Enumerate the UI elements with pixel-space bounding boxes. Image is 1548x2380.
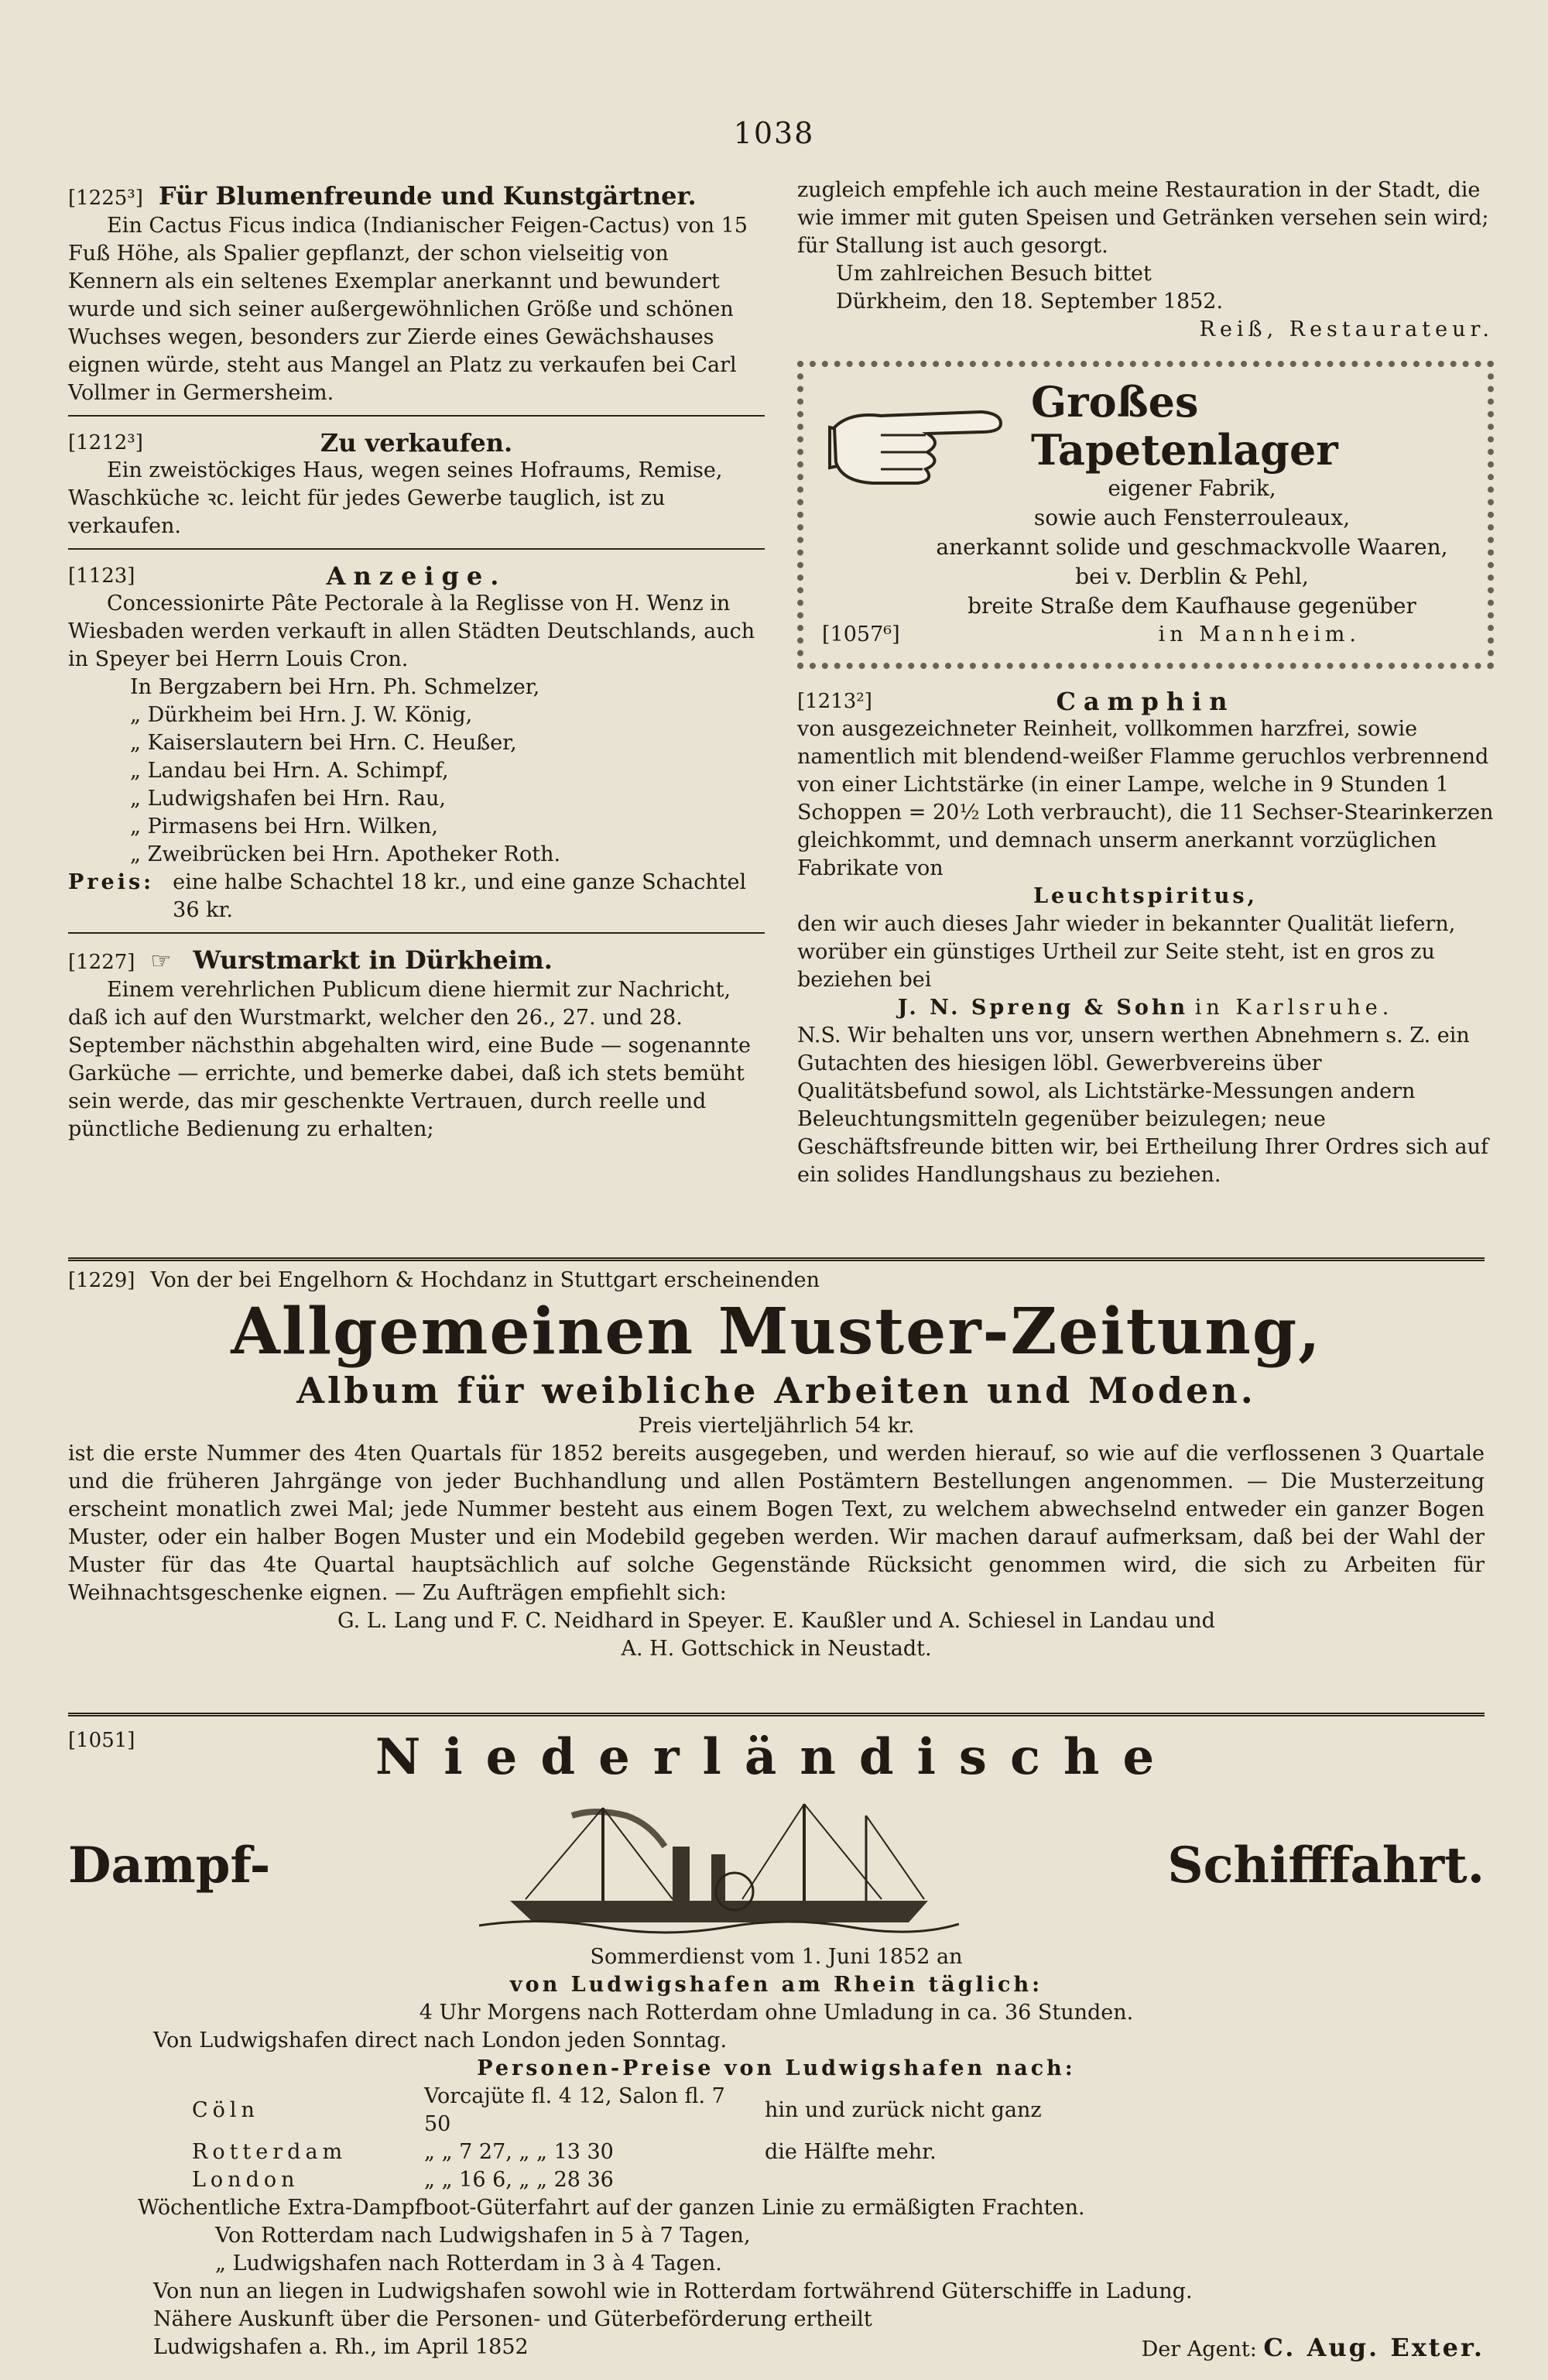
pointing-hand-icon [827,381,1012,497]
ad-title: Allgemeinen Muster-Zeitung, [231,1295,1322,1369]
tapeten-line: breite Straße dem Kaufhause gegenüber [968,593,1416,619]
agent-label: Der Agent: [1141,2337,1257,2361]
place-date: Ludwigshafen a. Rh., im April 1852 [153,2335,529,2359]
freight-line: Wöchentliche Extra-Dampfboot-Güterfahrt auf der ganzen Linie zu ermäßigten Frachten. [138,2196,1085,2220]
route-note: die Hälfte mehr. [765,2140,937,2164]
tapeten-title: Großes Tapetenlager [1031,377,1338,475]
section-divider [68,1713,1485,1716]
ad-number: [1229] [68,1269,135,1292]
freight-line: Nähere Auskunft über die Personen- und Güterbeförderung ertheilt [153,2307,872,2331]
ad-number: [1213²] [797,690,872,713]
ad-muster-zeitung [68,1267,1485,1663]
ad-blumenfreunde [68,182,765,407]
route-city: Cöln [192,2098,259,2122]
ad-text: zugleich empfehle ich auch meine Restauration in der Stadt, die wie immer mit guten Speisen und Getränken versehen sein wird; für Stallung ist auch gesorgt. [797,178,1489,258]
steamship-icon [479,1792,959,1939]
agent-line: „ Kaiserslautern bei Hrn. C. Heußer, [130,731,517,755]
ad-wurstmarkt [68,946,765,1144]
ad-intro: Von der bei Engelhorn & Hochdanz in Stuttgart erscheinenden [150,1268,820,1292]
divider [68,932,765,934]
fare-table [68,2083,1485,2194]
ad-title: Niederländische [375,1728,1178,1786]
ad-restauration [797,177,1494,344]
right-column [797,177,1494,1197]
schedule-line: Von Ludwigshafen direct nach London jeden Sonntag. [153,2028,728,2052]
product-name: Leuchtspiritus, [1033,884,1258,908]
ad-title: Camphin [1056,687,1235,716]
ad-text: ist die erste Nummer des 4ten Quartals für 1852 bereits ausgegeben, und werden hierauf, so wie auf die verflossenen 3 Quartale und die früheren Jahrgänge von jeder Buchhandlung und allen Postämtern Bestellungen angenommen. — Die Musterzeitung erscheint monatlich zwei Mal; jede Nummer besteht aus einem Bogen Text, zu welchem abwechselnd entweder ein ganzer Bogen Muster, oder ein halber Bogen Muster und ein Modebild gegeben werden. Wir machen darauf aufmerksam, daß bei der Wahl der Muster für das 4te Quartal hauptsächlich auf solche Gegenstände Rücksicht genommen wird, die sich zu Arbeiten für Weihnachtsgeschenke eignen. — Zu Aufträgen empfiehlt sich: [68,1442,1485,1605]
ad-title: Wurstmarkt in Dürkheim. [193,945,553,975]
ad-text: den wir auch dieses Jahr wieder in bekannter Qualität liefern, worüber ein günstiges Urtheil zur Seite steht, ist en gros zu beziehen bei [797,912,1456,992]
ad-note: N.S. Wir behalten uns vor, unsern werthen Abnehmern s. Z. ein Gutachten des hiesigen löbl. Gewerbvereins über Qualitätsbefund sowol, als Lichtstärke-Messungen andern Beleuchtungsmitteln gegenüber beizulegen; neue Geschäftsfreunde bitten wir, bei Ertheilung Ihrer Ordres sich auf ein solides Handlungshaus zu beziehen. [797,1024,1489,1187]
ad-number: [1227] [68,951,135,974]
ad-title: Anzeige. [326,561,507,591]
ad-text: Um zahlreichen Besuch bittet [836,262,1152,286]
tapeten-line: anerkannt solide und geschmackvolle Waaren, [936,534,1448,560]
agent-line: „ Zweibrücken bei Hrn. Apotheker Roth. [130,842,561,866]
firm-name: J. N. Spreng & Sohn [897,996,1189,1020]
section-divider [68,1257,1485,1261]
price-label: Preis: [68,870,155,894]
ad-text: Concessionirte Pâte Pectorale à la Reglisse von H. Wenz in Wiesbaden werden verkauft in allen Städten Deutschlands, auch in Speyer bei Herrn Louis Cron. [68,592,755,671]
firm-city: in Karlsruhe. [1194,996,1394,1020]
fare-row [192,2138,1485,2166]
ad-title: Für Blumenfreunde und Kunstgärtner. [158,181,697,211]
freight-line: Von nun an liegen in Ludwigshafen sowohl wie in Rotterdam fortwährend Güterschiffe in Ladung. [153,2279,1193,2303]
tapeten-line: sowie auch Fensterrouleaux, [1033,505,1351,530]
ad-date: Dürkheim, den 18. September 1852. [836,290,1224,314]
ad-text: Ein zweistöckiges Haus, wegen seines Hofraums, Remise, Waschküche ꝛc. leicht für jedes Gewerbe tauglich, ist zu verkaufen. [68,458,723,538]
ad-number: [1212³] [68,431,143,454]
price-line [68,869,765,924]
ad-text: von ausgezeichneter Reinheit, vollkommen harzfrei, sowie namentlich mit blendend-weißer Flamme geruchlos verbrennend von einer Lichtstärke (in einer Lampe, welche in 9 Stunden 1 Schoppen = 20½ Loth verbraucht), die 11 Sechser-Stearinkerzen gleichkommt, und demnach unserm anerkannt vorzüglichen Fabrikate von [797,717,1494,880]
price-text: eine halbe Schachtel 18 kr., und eine ganze Schachtel 36 kr. [173,870,747,922]
ad-signature: Reiß, Restaurateur. [1199,317,1494,341]
agent-line: „ Landau bei Hrn. A. Schimpf, [130,759,449,783]
route-fare: „ „ 16 6, „ „ 28 36 [424,2168,614,2192]
route-city: London [192,2168,300,2192]
tapeten-city: in Mannheim. [1158,622,1361,646]
agent-line: „ Dürkheim bei Hrn. J. W. König, [130,703,473,727]
pointing-hand-icon: ☞ [150,948,172,975]
tapeten-line: eigener Fabrik, [1108,475,1276,501]
agent-list [68,674,765,869]
freight-line: Von Rotterdam nach Ludwigshafen in 5 à 7 Tagen, [215,2224,751,2248]
ad-price: Preis vierteljährlich 54 kr. [638,1414,915,1438]
fare-row [192,2083,1485,2138]
ad-camphin [797,688,1494,1189]
ad-title-left: Dampf- [68,1836,271,1895]
tapeten-line: bei v. Derblin & Pehl, [1075,564,1309,589]
ad-number: [1123] [68,564,135,588]
ad-title-right: Schifffahrt. [1167,1836,1485,1895]
prices-heading: Personen-Preise von Ludwigshafen nach: [477,2056,1076,2080]
agent-line: „ Pirmasens bei Hrn. Wilken, [130,814,438,838]
ad-number: [1051] [68,1729,135,1752]
divider [68,548,765,550]
ad-dampfschifffahrt [68,1727,1485,2364]
ad-number: [1057⁶] [822,622,900,646]
divider [68,415,765,417]
ad-agents: A. H. Gottschick in Neustadt. [621,1637,932,1661]
service-line: Sommerdienst vom 1. Juni 1852 an [590,1945,963,1969]
schedule-line: 4 Uhr Morgens nach Rotterdam ohne Umladung in ca. 36 Stunden. [419,2001,1134,2025]
freight-line: „ Ludwigshafen nach Rotterdam in 3 à 4 Tagen. [215,2251,722,2275]
ad-zu-verkaufen [68,429,765,540]
route-fare: Vorcajüte fl. 4 12, Salon fl. 7 50 [424,2084,725,2136]
route-fare: „ „ 7 27, „ „ 13 30 [424,2140,614,2164]
route-note: hin und zurück nicht ganz [765,2098,1042,2122]
ad-number: [1225³] [68,187,143,210]
page-number: 1038 [733,116,815,150]
ad-text: Ein Cactus Ficus indica (Indianischer Feigen-Cactus) von 15 Fuß Höhe, als Spalier gepflanzt, der schon vielseitig von Kennern als ein seltenes Exemplar anerkannt und bewundert wurde und sich seiner außergewöhnlichen Größe und schönen Wuchses wegen, besonders zur Zierde eines Gewächshauses eignen würde, steht aus Mangel an Platz zu verkaufen bei Carl Vollmer in Germersheim. [68,214,748,405]
ad-title: Zu verkaufen. [320,428,513,458]
tapetenlager-box [797,361,1494,669]
departure-line: von Ludwigshafen am Rhein täglich: [509,1973,1043,1997]
agent-line: In Bergzabern bei Hrn. Ph. Schmelzer, [130,675,540,699]
route-city: Rotterdam [192,2140,348,2164]
ad-text: Einem verehrlichen Publicum diene hiermit zur Nachricht, daß ich auf den Wurstmarkt, welcher den 26., 27. und 28. September nächsthin abgehalten wird, eine Bude — sogenannte Garküche — errichte, und bemerke dabei, daß ich stets bemüht sein werde, das mir geschenkte Vertrauen, durch reelle und pünctliche Bedienung zu erhalten; [68,978,751,1141]
ad-anzeige [68,562,765,924]
left-column [68,182,765,1151]
agent-name: C. Aug. Exter. [1263,2333,1485,2362]
agent-line: „ Ludwigshafen bei Hrn. Rau, [130,787,446,811]
fare-row [192,2166,1485,2194]
ad-agents: G. L. Lang und F. C. Neidhard in Speyer. E. Kaußler und A. Schiesel in Landau und [337,1609,1215,1633]
ad-subtitle: Album für weibliche Arbeiten und Moden. [296,1370,1256,1411]
